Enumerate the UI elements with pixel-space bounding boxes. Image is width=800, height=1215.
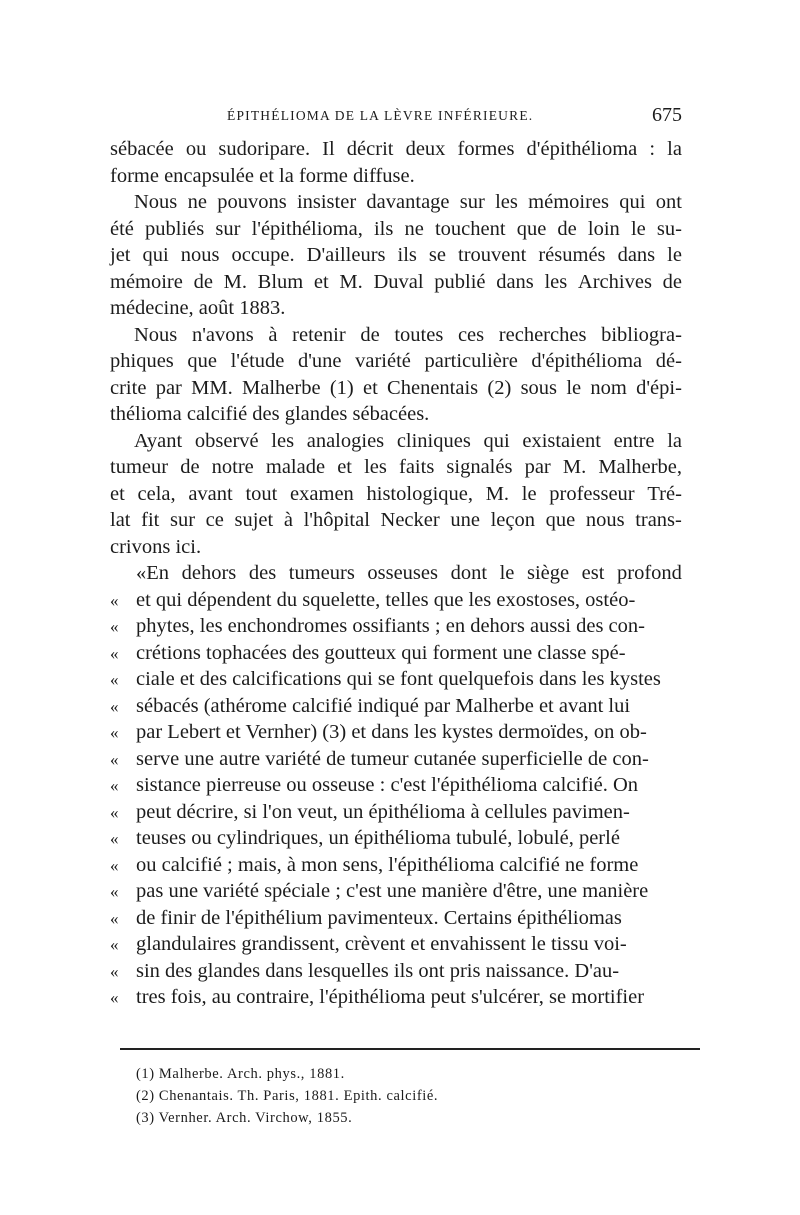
quote-line xyxy=(110,589,682,616)
quote-text: sistance pierreuse ou osseuse : c'est l'épithélioma calcifié. On xyxy=(136,774,639,796)
quote-text: par Lebert et Vernher) (3) et dans les kystes dermoïdes, on ob- xyxy=(136,721,647,743)
guillemet-mark: « xyxy=(110,590,119,610)
quote-line xyxy=(110,960,682,987)
quote-line xyxy=(110,907,682,934)
quote-text: peut décrire, si l'on veut, un épithélioma à cellules pavimen- xyxy=(136,800,630,823)
quote-line xyxy=(110,695,682,722)
text-line: sébacée ou sudoripare. Il décrit deux formes d'épithélioma : la xyxy=(110,138,682,160)
text-line: crivons ici. xyxy=(110,535,202,558)
body-text xyxy=(110,138,682,1013)
footnote: (1) Malherbe. Arch. phys., 1881. xyxy=(136,1066,345,1082)
text-line: phiques que l'étude d'une variété particulière d'épithélioma dé- xyxy=(110,350,682,372)
footnote: (3) Vernher. Arch. Virchow, 1855. xyxy=(136,1110,353,1126)
quote-line xyxy=(110,774,682,801)
text-line: lat fit sur ce sujet à l'hôpital Necker une leçon que nous trans- xyxy=(110,509,682,531)
footnote: (2) Chenantais. Th. Paris, 1881. Epith. calcifié. xyxy=(136,1088,439,1104)
guillemet-mark: « xyxy=(110,670,119,689)
quote-text: serve une autre variété de tumeur cutanée superficielle de con- xyxy=(136,747,649,770)
quote-text: phytes, les enchondromes ossifiants ; en dehors aussi des con- xyxy=(136,615,645,637)
text-line: été publiés sur l'épithélioma, ils ne touchent que de loin le su- xyxy=(110,217,682,240)
text-line: jet qui nous occupe. D'ailleurs ils se trouvent résumés dans le xyxy=(110,244,682,266)
quote-line: «En dehors des tumeurs osseuses dont le siège est profond xyxy=(136,562,682,584)
text-line: Nous ne pouvons insister davantage sur les mémoires qui ont xyxy=(134,191,682,213)
quote-text: ciale et des calcifications qui se font quelquefois dans les kystes xyxy=(136,668,661,690)
text-line: forme encapsulée et la forme diffuse. xyxy=(110,164,415,187)
guillemet-mark: « xyxy=(110,696,119,716)
quote-line xyxy=(110,668,682,695)
quote-line xyxy=(110,880,682,907)
footnotes xyxy=(136,1066,656,1132)
text-line: et cela, avant tout examen histologique, M. le professeur Tré- xyxy=(110,482,682,505)
quote-line xyxy=(110,615,682,642)
quote-line xyxy=(110,721,682,748)
guillemet-mark: « xyxy=(110,961,119,981)
guillemet-mark: « xyxy=(110,855,119,875)
text-line: crite par MM. Malherbe (1) et Chenentais (2) sous le nom d'épi- xyxy=(110,376,682,399)
quote-text: sébacés (athérome calcifié indiqué par Malherbe et avant lui xyxy=(136,694,631,717)
quote-text: pas une variété spéciale ; c'est une manière d'être, une manière xyxy=(136,880,649,902)
guillemet-mark: « xyxy=(110,643,119,663)
quote-text: sin des glandes dans lesquelles ils ont pris naissance. D'au- xyxy=(136,959,620,982)
guillemet-mark: « xyxy=(110,935,119,954)
quote-line xyxy=(110,801,682,828)
text-line: Ayant observé les analogies cliniques qui existaient entre la xyxy=(134,429,682,452)
guillemet-mark: « xyxy=(110,882,119,901)
guillemet-mark: « xyxy=(110,829,119,848)
guillemet-mark: « xyxy=(110,802,119,822)
guillemet-mark: « xyxy=(110,617,119,636)
quote-line xyxy=(110,642,682,669)
guillemet-mark: « xyxy=(110,776,119,795)
text-line: tumeur de notre malade et les faits signalés par M. Malherbe, xyxy=(110,456,682,478)
guillemet-mark: « xyxy=(110,988,119,1007)
page-number: 675 xyxy=(652,104,682,126)
guillemet-mark: « xyxy=(110,749,119,769)
running-title: ÉPITHÉLIOMA DE LA LÈVRE INFÉRIEURE. xyxy=(227,108,534,123)
text-line: médecine, août 1883. xyxy=(110,297,286,319)
quote-line xyxy=(110,933,682,960)
footnote-rule xyxy=(120,1048,700,1050)
quote-line xyxy=(110,854,682,881)
quote-text: tres fois, au contraire, l'épithélioma peut s'ulcérer, se mortifier xyxy=(136,986,645,1008)
quotation-block xyxy=(110,562,682,1013)
quote-text: ou calcifié ; mais, à mon sens, l'épithélioma calcifié ne forme xyxy=(136,853,639,876)
quote-line xyxy=(110,986,682,1013)
text-line: Nous n'avons à retenir de toutes ces recherches bibliogra- xyxy=(134,323,682,346)
text-line: thélioma calcifié des glandes sébacées. xyxy=(110,403,430,425)
quote-line xyxy=(110,748,682,775)
quote-text: crétions tophacées des goutteux qui forment une classe spé- xyxy=(136,641,626,664)
quote-text: et qui dépendent du squelette, telles que les exostoses, ostéo- xyxy=(136,588,636,611)
quote-text: teuses ou cylindriques, un épithélioma tubulé, lobulé, perlé xyxy=(136,827,620,849)
guillemet-mark: « xyxy=(110,908,119,928)
quote-text: de finir de l'épithélium pavimenteux. Certains épithéliomas xyxy=(136,906,622,929)
quote-text: glandulaires grandissent, crèvent et envahissent le tissu voi- xyxy=(136,933,627,955)
guillemet-mark: « xyxy=(110,723,119,742)
text-line: mémoire de M. Blum et M. Duval publié dans les Archives de xyxy=(110,270,682,293)
running-head xyxy=(112,104,682,128)
quote-line xyxy=(110,827,682,854)
